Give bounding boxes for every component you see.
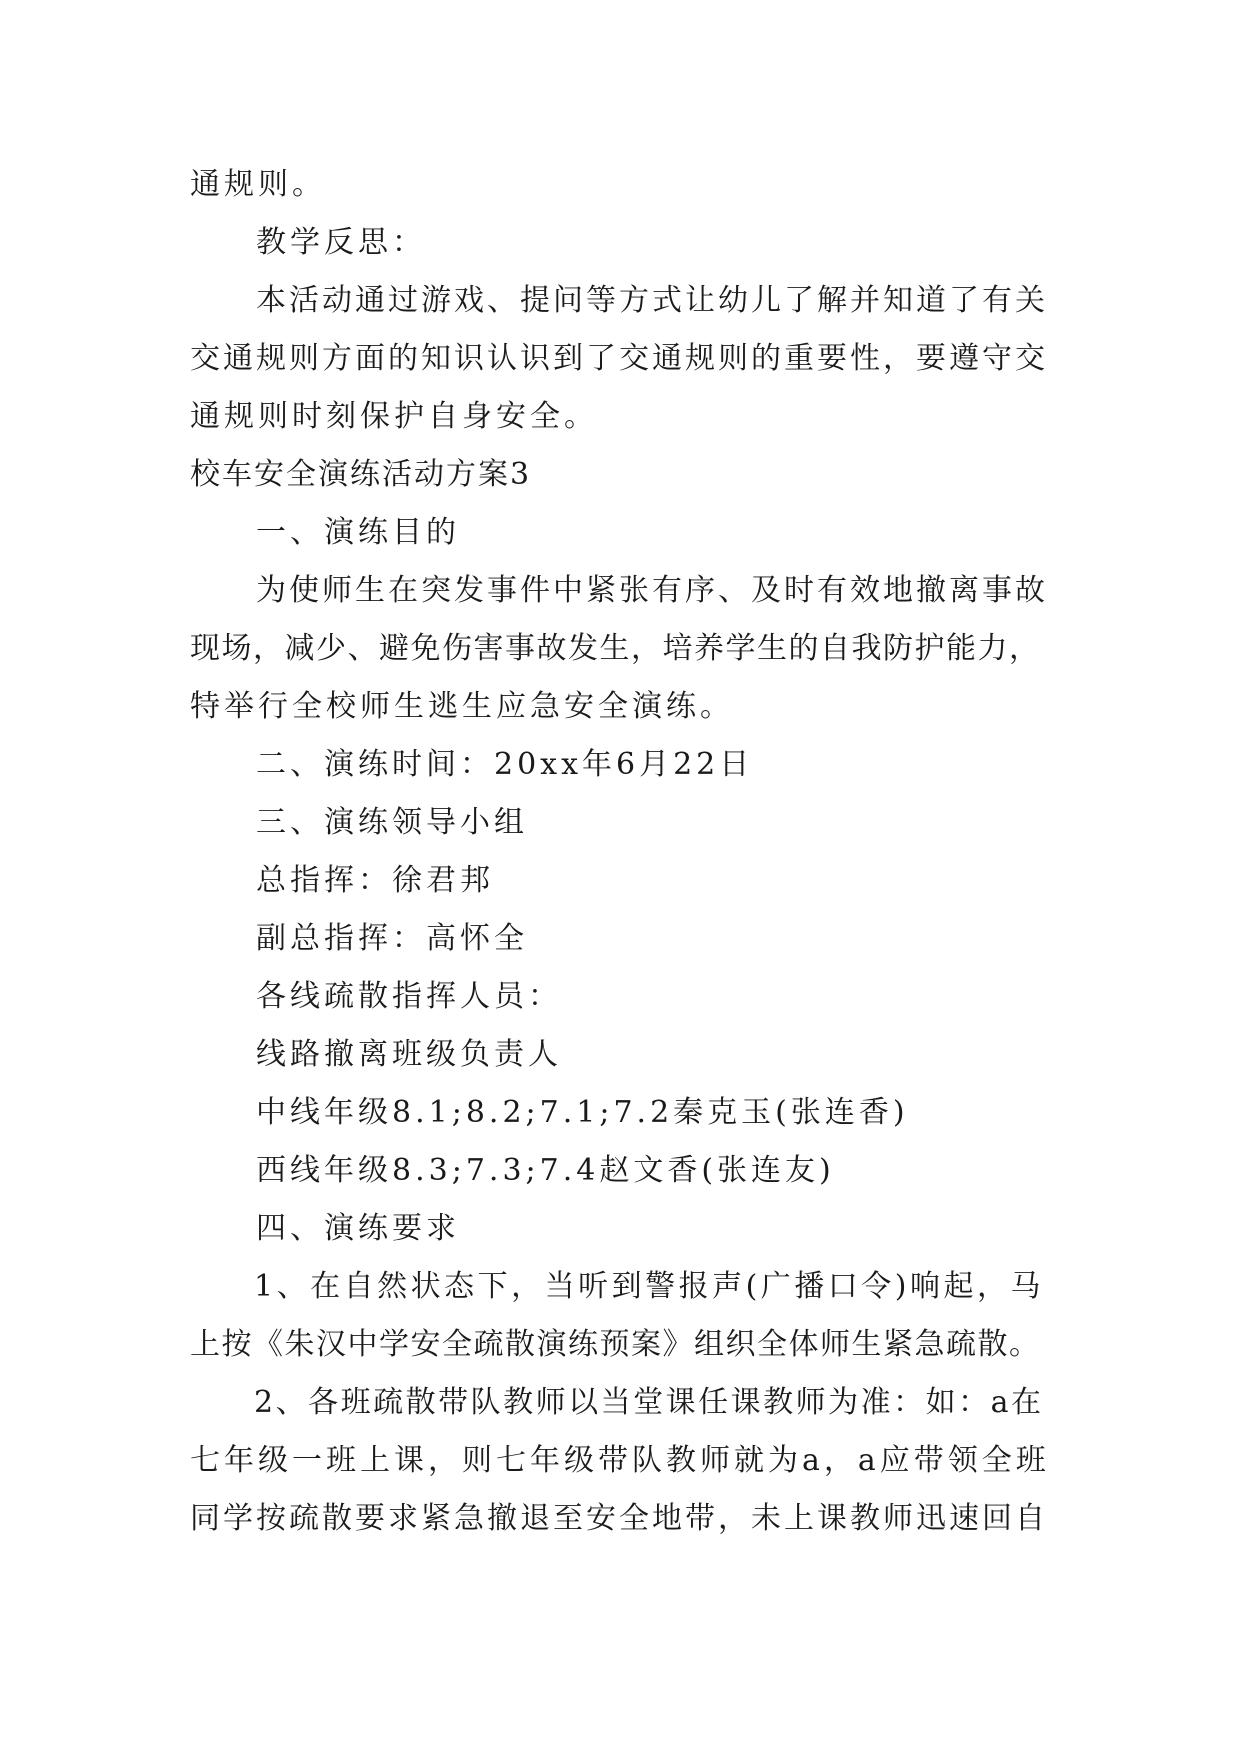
paragraph-line: 中线年级8.1;8.2;7.1;7.2秦克玉(张连香) [256, 1095, 909, 1130]
paragraph-line: 本活动通过游戏、提问等方式让幼儿了解并知道了有关 [256, 283, 1048, 318]
paragraph-line: 各线疏散指挥人员： [256, 979, 562, 1014]
section-heading: 三、演练领导小组 [256, 805, 528, 840]
section-heading: 一、演练目的 [256, 515, 460, 550]
paragraph-line: 线路撤离班级负责人 [256, 1037, 562, 1072]
paragraph-line: 1、在自然状态下，当听到警报声(广播口令)响起，马 [254, 1269, 1044, 1304]
paragraph-line: 交通规则方面的知识认识到了交通规则的重要性，要遵守交 [190, 341, 1048, 376]
section-heading: 二、演练时间：20xx年6月22日 [256, 747, 754, 782]
paragraph-line: 总指挥：徐君邦 [256, 863, 494, 898]
paragraph-line: 通规则时刻保护自身安全。 [190, 399, 598, 434]
section-heading: 教学反思： [256, 225, 426, 260]
paragraph-line: 西线年级8.3;7.3;7.4赵文香(张连友) [256, 1153, 835, 1188]
paragraph-line: 副总指挥：高怀全 [256, 921, 528, 956]
paragraph-line: 上按《朱汉中学安全疏散演练预案》组织全体师生紧急疏散。 [190, 1327, 1041, 1362]
paragraph-line: 通规则。 [190, 167, 326, 202]
section-heading: 四、演练要求 [256, 1211, 460, 1246]
paragraph-line: 特举行全校师生逃生应急安全演练。 [190, 689, 734, 724]
paragraph-line: 七年级一班上课，则七年级带队教师就为a，a应带领全班 [190, 1443, 1050, 1478]
paragraph-line: 2、各班疏散带队教师以当堂课任课教师为准：如：a在 [254, 1385, 1044, 1420]
document-title: 校车安全演练活动方案3 [190, 457, 532, 492]
paragraph-line: 为使师生在突发事件中紧张有序、及时有效地撤离事故 [256, 573, 1048, 608]
paragraph-line: 同学按疏散要求紧急撤退至安全地带，未上课教师迅速回自 [190, 1501, 1048, 1536]
document-body [190, 156, 1052, 1548]
paragraph-line: 现场，减少、避免伤害事故发生，培养学生的自我防护能力， [190, 631, 1041, 666]
